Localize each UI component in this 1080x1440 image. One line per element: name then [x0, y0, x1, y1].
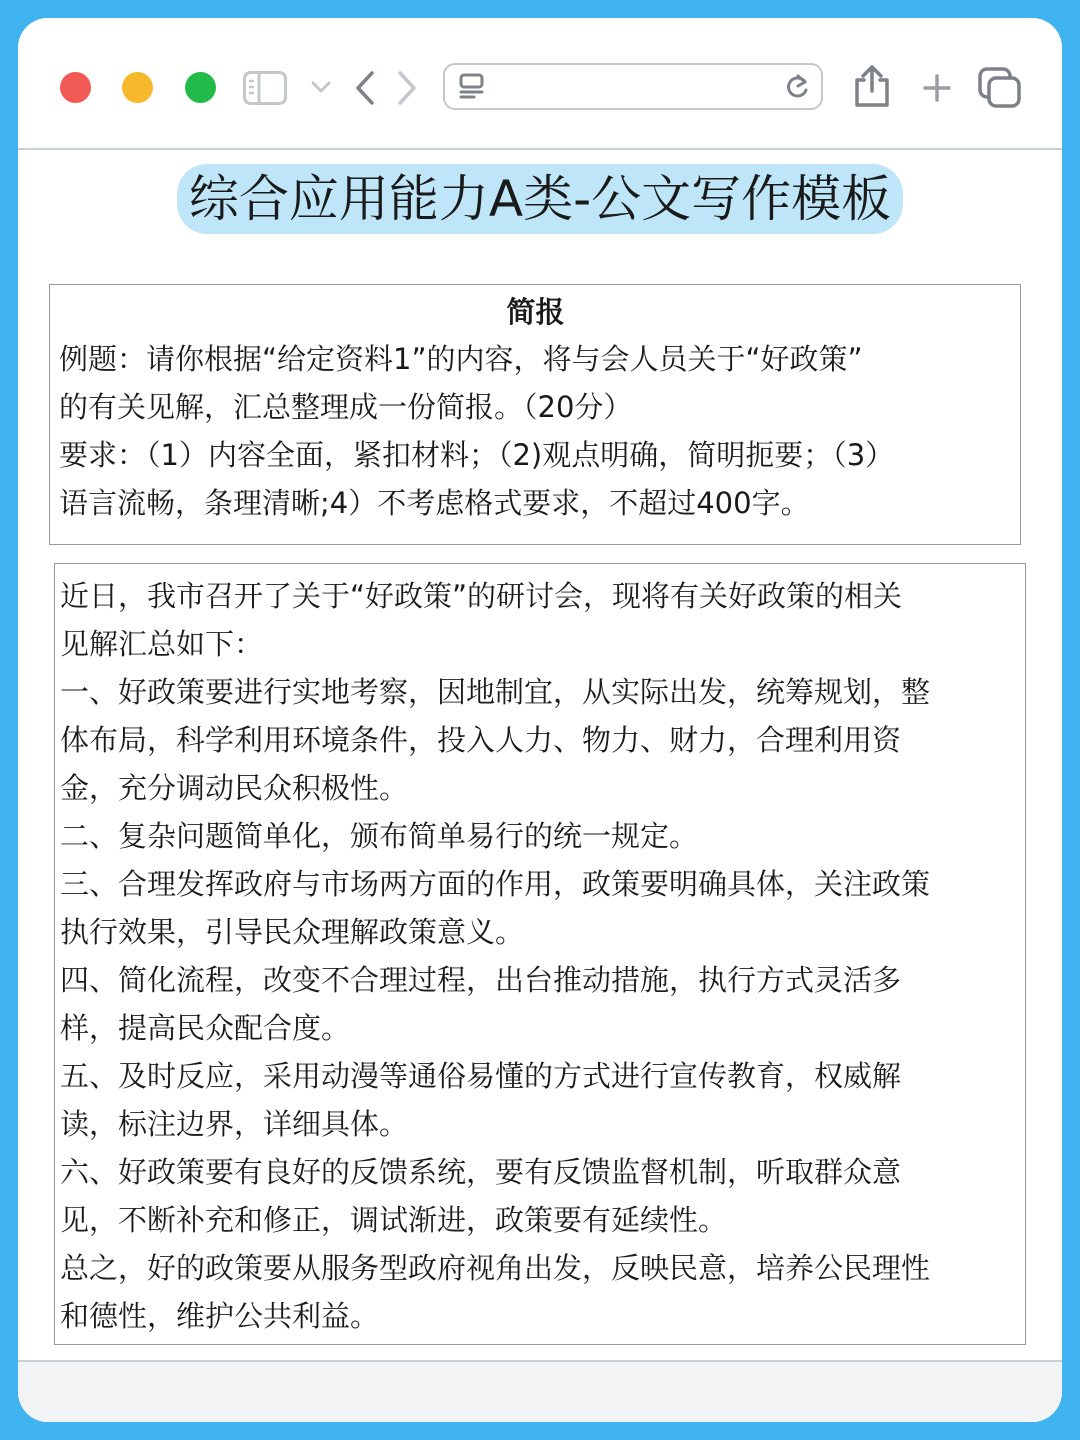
forward-icon[interactable] — [396, 70, 418, 106]
bottom-bar — [18, 1360, 1062, 1422]
answer-line: 五、及时反应，采用动漫等通俗易懂的方式进行宣传教育，权威解 — [60, 1059, 902, 1093]
chevron-down-icon[interactable] — [311, 80, 331, 94]
question-box-title: 简报 — [506, 295, 565, 329]
answer-line: 样，提高民众配合度。 — [60, 1011, 351, 1045]
close-window-button[interactable] — [60, 72, 91, 103]
answer-line: 四、简化流程，改变不合理过程，出台推动措施，执行方式灵活多 — [60, 963, 902, 997]
answer-line: 体布局，科学利用环境条件，投入人力、物力、财力，合理利用资 — [60, 723, 902, 757]
question-line: 要求：（1）内容全面，紧扣材料；（2)观点明确，简明扼要；（3） — [59, 438, 895, 472]
tabs-icon[interactable] — [978, 67, 1022, 109]
share-icon[interactable] — [850, 64, 894, 108]
minimize-window-button[interactable] — [122, 72, 153, 103]
address-bar[interactable] — [443, 63, 823, 110]
answer-line: 执行效果，引导民众理解政策意义。 — [60, 915, 525, 949]
zoom-window-button[interactable] — [185, 72, 216, 103]
new-tab-icon[interactable] — [922, 73, 952, 103]
answer-box — [54, 563, 1026, 1345]
page-title: 综合应用能力A类-公文写作模板 — [177, 164, 903, 234]
browser-toolbar — [18, 18, 1062, 150]
question-box — [49, 284, 1021, 545]
answer-line: 三、合理发挥政府与市场两方面的作用，政策要明确具体，关注政策 — [60, 867, 931, 901]
question-line: 的有关见解，汇总整理成一份简报。（20分） — [59, 390, 633, 424]
reload-icon[interactable] — [785, 72, 811, 100]
page-title-area — [18, 164, 1062, 234]
browser-window — [18, 18, 1062, 1422]
answer-line: 读，标注边界，详细具体。 — [60, 1107, 409, 1141]
answer-line: 近日，我市召开了关于“好政策”的研讨会，现将有关好政策的相关 — [60, 579, 903, 613]
answer-line: 总之，好的政策要从服务型政府视角出发，反映民意，培养公民理性 — [60, 1251, 931, 1285]
answer-line: 和德性，维护公共利益。 — [60, 1299, 380, 1333]
answer-line: 二、复杂问题简单化，颁布简单易行的统一规定。 — [60, 819, 699, 853]
question-line: 语言流畅，条理清晰;4）不考虑格式要求，不超过400字。 — [59, 486, 810, 520]
question-line: 例题：请你根据“给定资料1”的内容，将与会人员关于“好政策” — [59, 342, 863, 376]
answer-line: 见，不断补充和修正，调试渐进，政策要有延续性。 — [60, 1203, 728, 1237]
answer-line: 见解汇总如下： — [60, 627, 264, 661]
answer-line: 一、好政策要进行实地考察，因地制宜，从实际出发，统筹规划，整 — [60, 675, 931, 709]
page-icon — [458, 73, 486, 99]
sidebar-icon[interactable] — [243, 71, 287, 105]
back-icon[interactable] — [354, 70, 376, 106]
answer-line: 六、好政策要有良好的反馈系统，要有反馈监督机制，听取群众意 — [60, 1155, 902, 1189]
answer-line: 金，充分调动民众积极性。 — [60, 771, 409, 805]
